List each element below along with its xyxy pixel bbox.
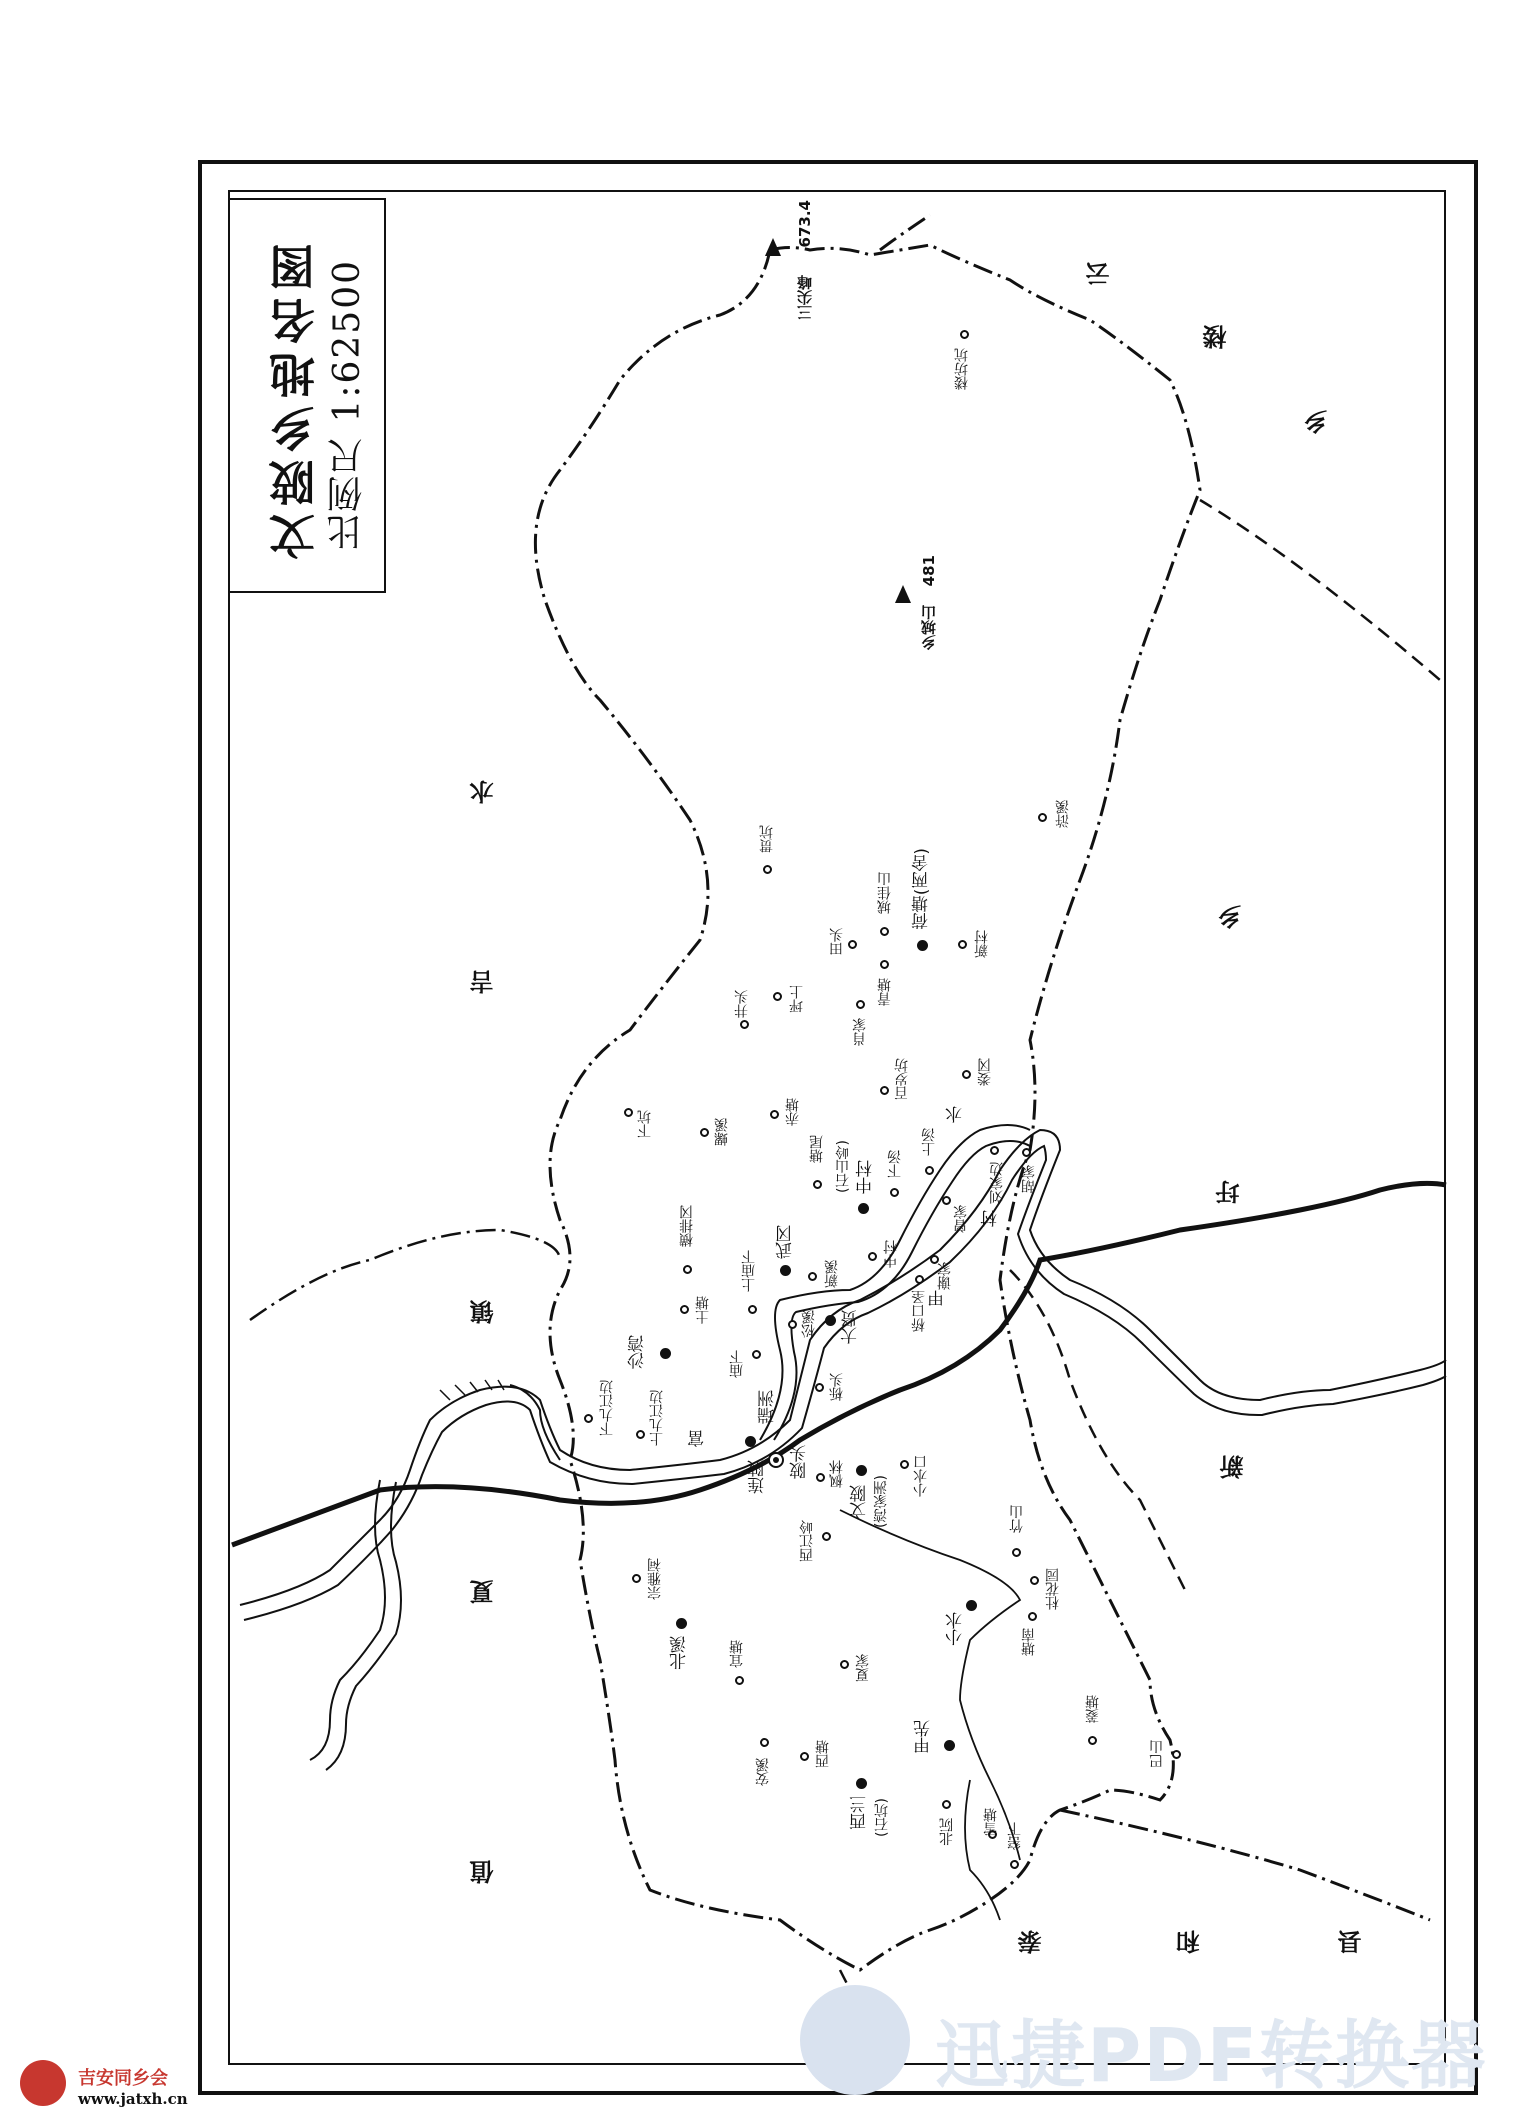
village-marker (868, 1252, 877, 1261)
place-guankeng: 贯坑 (759, 825, 775, 853)
peak-icon (765, 238, 781, 256)
village-marker (880, 1086, 889, 1095)
place-baisuifang: 百岁坊 (894, 1058, 910, 1100)
place-zhongcun: 中村 (856, 1160, 876, 1194)
region-label-xiang-yl: 乡 (1303, 410, 1332, 434)
village-marker-major (966, 1600, 977, 1611)
village-marker (800, 1752, 809, 1761)
place-xuetang: 雪塘 (983, 1808, 999, 1836)
village-marker-major (944, 1740, 955, 1751)
place-anxi: 安溪 (755, 1758, 771, 1786)
place-wenpi-sub: (湾家洲) (873, 1475, 889, 1528)
place-chengjiashan: 城佳山 (877, 872, 893, 914)
place-xincun: 新村 (974, 930, 990, 958)
village-marker-major (745, 1436, 756, 1447)
place-beixi: 北溪 (670, 1636, 690, 1670)
village-marker (1038, 813, 1047, 822)
region-label-zhi: 值 (469, 1860, 498, 1884)
village-marker (915, 1275, 924, 1284)
village-marker (848, 940, 857, 949)
place-lingtang: 菱塘 (1085, 1695, 1101, 1723)
village-marker (760, 1738, 769, 1747)
place-xiakeng: 下坑 (637, 1110, 653, 1138)
watermark-text: 迅捷PDF转换器 (935, 2013, 1488, 2099)
village-marker (1088, 1736, 1097, 1745)
place-loufangkeng: 楼坊坑 (954, 348, 970, 390)
place-xuxi: 浒溪 (1055, 800, 1071, 828)
place-xishang: 西兰 (850, 1796, 870, 1830)
region-label-zhen: 镇 (469, 1300, 498, 1324)
village-marker (584, 1414, 593, 1423)
place-shangmiaoxia: 上庙下 (741, 1250, 757, 1292)
village-marker (680, 1305, 689, 1314)
village-marker (942, 1800, 951, 1809)
map-scale: 比例尺 1:62500 (327, 259, 368, 551)
place-bantou: 陂头 (790, 1445, 810, 1479)
place-xishang-sub: (石坑) (874, 1798, 890, 1837)
village-marker (942, 1196, 951, 1205)
village-marker (1030, 1576, 1039, 1585)
village-marker (735, 1676, 744, 1685)
place-hetang: 荷塘(两舍) (912, 848, 932, 930)
place-shawan: 沙湾 (628, 1335, 648, 1369)
place-yitang: 宜塘 (729, 1640, 745, 1668)
place-zengjia: 曾家 (953, 1205, 969, 1233)
place-hujia: 胡家 (1021, 1165, 1037, 1193)
place-xiejia: 谢家 (937, 1262, 953, 1290)
village-marker (900, 1460, 909, 1469)
place-cun: 村 (981, 1210, 1001, 1227)
region-label-yun: 云 (1085, 262, 1114, 286)
village-marker (748, 1305, 757, 1314)
place-shui-river: 水 (946, 1106, 966, 1123)
village-marker (632, 1574, 641, 1583)
highway (232, 1183, 1446, 1545)
village-marker (1012, 1548, 1021, 1557)
place-xitang: 西塘 (815, 1740, 831, 1768)
village-marker (770, 1110, 779, 1119)
place-xiajiujiangbian: 下九江边 (599, 1380, 615, 1436)
watermark-logo-icon (800, 1985, 910, 2095)
place-zhongcun2: 中村 (883, 1240, 899, 1268)
village-marker (1172, 1750, 1181, 1759)
place-xiatang: 下汤 (887, 1150, 903, 1178)
village-marker (890, 1188, 899, 1197)
village-marker (816, 1473, 825, 1482)
place-xiaoshui: 小水 (946, 1612, 966, 1646)
region-label-ji2: 吉 (469, 970, 498, 994)
village-marker (990, 1146, 999, 1155)
place-xiaojia: 肖家 (852, 1018, 868, 1046)
village-marker (1028, 1612, 1037, 1621)
place-tangnan: 塘南 (1021, 1628, 1037, 1656)
boundary-west (250, 1230, 560, 1320)
place-bashan: 巴山 (1149, 1740, 1165, 1768)
village-marker (962, 1070, 971, 1079)
place-jiaxian: 甲先 (914, 1720, 934, 1754)
place-duhuayuan: 杜花园 (1045, 1568, 1061, 1610)
place-ruizhou: 瑞洲 (758, 1390, 778, 1424)
place-qingtang: 青塘 (877, 978, 893, 1006)
site-logo-icon (20, 2060, 66, 2106)
village-marker (813, 1180, 822, 1189)
village-marker-major (825, 1315, 836, 1326)
boundary-yunlou (1200, 500, 1440, 680)
site-name: 吉安同乡会 (78, 2068, 168, 2089)
place-xijiangling: 西江岭 (799, 1520, 815, 1562)
region-label-he: 和 (1175, 1930, 1204, 1954)
peak-xiangcheng-elev: 481 (920, 555, 938, 587)
place-zhushan: 竹山 (1009, 1505, 1025, 1533)
village-marker (683, 1265, 692, 1274)
boundary-xinxu (1010, 1270, 1185, 1590)
place-liujiabian: 刘家边 (989, 1162, 1005, 1204)
site-logo (20, 2060, 188, 2120)
region-label-xiang-xy: 乡 (1217, 905, 1246, 929)
place-tubing: 土塘 (695, 1296, 711, 1324)
village-marker (960, 330, 969, 339)
village-marker (740, 1020, 749, 1029)
place-xinxi: 新溪 (824, 1260, 840, 1288)
place-fulin: 枫林 (829, 1460, 845, 1488)
place-daxian: 大贤 (841, 1310, 861, 1344)
village-marker (856, 1000, 865, 1009)
village-marker (788, 1320, 797, 1329)
place-qiaokouzi: 桥口圣 (911, 1290, 927, 1332)
place-xiajia: 夏家 (855, 1654, 871, 1682)
place-tangwei: 塘尾 (809, 1135, 825, 1163)
village-marker (773, 992, 782, 1001)
village-marker (1010, 1860, 1019, 1869)
place-wenpi: 文陂 (850, 1485, 870, 1519)
watermark (800, 1985, 1500, 2099)
place-pingshang: 坪上 (789, 985, 805, 1013)
boundary-taihe (1060, 1810, 1430, 1920)
village-marker-major (858, 1203, 869, 1214)
region-label-xia: 夏 (469, 1580, 498, 1604)
village-marker-major (660, 1348, 671, 1359)
peak-santian-name: 三尖峰 (796, 275, 814, 320)
village-marker (763, 865, 772, 874)
village-marker (752, 1350, 761, 1359)
place-tiantou: 田头 (829, 928, 845, 956)
village-marker-major (676, 1618, 687, 1629)
village-marker (808, 1272, 817, 1281)
place-wugang: 武冈 (776, 1225, 796, 1259)
peak-icon (895, 585, 911, 603)
village-marker (840, 1660, 849, 1669)
site-url: www.jatxh.cn (78, 2090, 188, 2108)
place-fu: 富 (688, 1430, 708, 1447)
peak-xiangcheng-name: 乡城山 (920, 605, 938, 650)
region-label-xian: 县 (1337, 1930, 1366, 1954)
village-marker-major (856, 1465, 867, 1476)
place-loufeng: 娄冈 (977, 1058, 993, 1086)
place-jia: 甲 (928, 1290, 948, 1307)
place-beiyuan: 北阮 (939, 1818, 955, 1846)
peak-santian-elev: 673.4 (796, 200, 814, 248)
place-songxi: 松溪 (801, 1310, 817, 1338)
village-marker (815, 1383, 824, 1392)
village-marker (925, 1166, 934, 1175)
place-hengpaigang: 横排冈 (679, 1205, 695, 1247)
village-marker-major (856, 1778, 867, 1789)
region-label-ji: 水 (469, 780, 498, 804)
map-title: 文陂乡地名图 (268, 236, 322, 560)
village-marker (636, 1430, 645, 1439)
village-marker (624, 1108, 633, 1117)
village-marker-major (780, 1265, 791, 1276)
place-zongyaci: 宗雅祠 (647, 1558, 663, 1600)
village-marker (880, 927, 889, 936)
river-main (240, 1130, 1446, 1605)
place-shangjiujiangbian: 上九江边 (649, 1390, 665, 1446)
village-marker (700, 1128, 709, 1137)
village-marker (822, 1532, 831, 1541)
region-label-tai: 泰 (1017, 1930, 1046, 1954)
place-jingtou: 井头 (734, 990, 750, 1018)
village-marker (880, 960, 889, 969)
region-label-lou: 楼 (1202, 325, 1231, 349)
place-yaoxia: 窑下 (1007, 1822, 1023, 1850)
place-xiatou: 栎头 (829, 1373, 845, 1401)
place-luoxi: 螺溪 (714, 1118, 730, 1146)
place-chitang: 赤塘 (785, 1098, 801, 1126)
village-marker-major (917, 940, 928, 951)
river-west (310, 1480, 385, 1760)
place-shangtang: 上汤 (921, 1128, 937, 1156)
village-marker (1022, 1148, 1031, 1157)
region-label-xin: 新 (1219, 1455, 1248, 1479)
place-shishanling: (石山岭) (835, 1140, 851, 1193)
place-miaoxia: 庙下 (729, 1350, 745, 1378)
region-label-xu: 圩 (1215, 1180, 1244, 1204)
village-marker (958, 940, 967, 949)
place-lianhuo: 连陂 (748, 1460, 768, 1494)
township-seat-marker (768, 1452, 784, 1468)
place-xiaoshuikou: 小水口 (913, 1455, 929, 1497)
